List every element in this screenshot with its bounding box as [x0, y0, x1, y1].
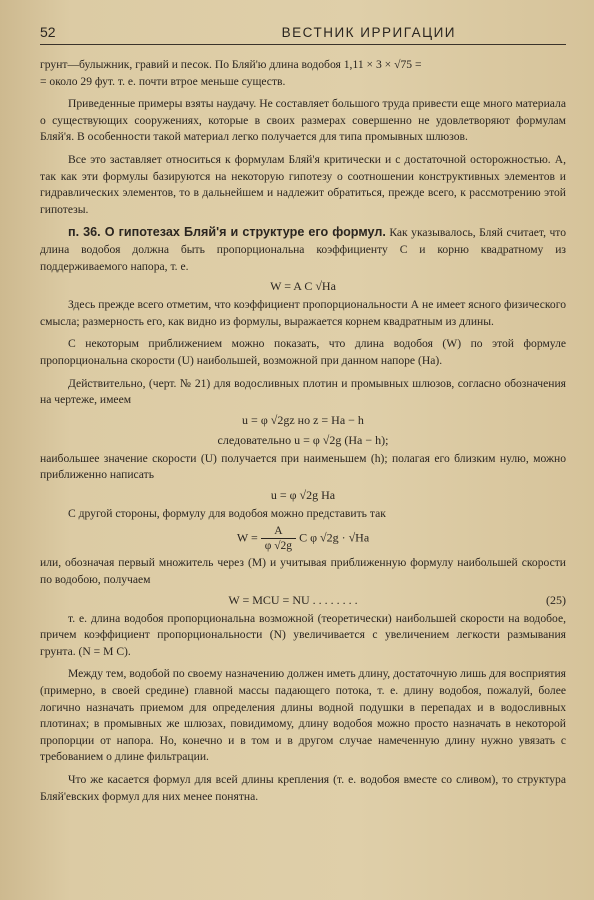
- section-title: п. 36. О гипотезах Бляй'я и структуре его формул.: [68, 225, 386, 240]
- paragraph-10: или, обозначая первый множитель через (M) и учитывая приближенную формулу наибольшей скорости по водобою, получаем: [40, 556, 566, 587]
- fraction-lhs: W =: [236, 530, 258, 545]
- paragraph-8: наибольшее значение скорости (U) получается при наименьшем (h); полагая его близким нулю, можно приближенно написать: [40, 451, 566, 482]
- paragraph-2: Приведенные примеры взяты наудачу. Не составляет большого труда привести еще много материала о существующих сооружениях, которые в своих размерах совершенно не удовлетворяют формулам Бляй'я. В особенности такой материал легко получается для типа промывных шлюзов.: [40, 97, 566, 144]
- fraction-numerator: A: [261, 524, 296, 539]
- fraction-rhs: C φ √2g · √Hа: [299, 530, 370, 545]
- fraction: [261, 524, 296, 553]
- paragraph-13: Что же касается формул для всей длины крепления (т. е. водобоя вместе со сливом), то структура Бляй'евских формул для них менее понятна.: [40, 773, 566, 803]
- formula-w-fraction: [40, 524, 566, 553]
- paragraph-6: С некоторым приближением можно показать, что длина водобоя (W) по этой формуле пропорциональна скорости (U) наибольшей, возможной при данном напоре (Hа).: [40, 337, 566, 367]
- paragraph-12: Между тем, водобой по своему назначению должен иметь длину, достаточную лишь для восприятия (примерно, в своей средине) главной массы падающего потока, т. е. длину водобоя, пожалуй, более логично назначать приемом для определения длины водной подушки в перепадах и в водосливных плотинах; в промывных же шлюзах, повидимому, длину водобоя можно просто назначать в некоторой пропорции от напора. Но, конечно и в том и в другом случае намеченную длину нужно увязать с требованием о длине фильтрации.: [40, 667, 566, 764]
- fraction-denominator: φ √2g: [264, 540, 293, 553]
- section-36: [40, 224, 566, 275]
- section-text: Как указывалось, Бляй считает, что длина водобоя должна быть пропорциональна коэффициенту С и корню квадратному из поддерживаемого напора, т. е.: [40, 226, 567, 273]
- formula-u-approx: u = φ √2g Hа: [270, 487, 336, 502]
- equation-number: (25): [546, 592, 566, 607]
- formula-25: [40, 591, 566, 609]
- paragraph-7: Действительно, (черт. № 21) для водосливных плотин и промывных шлюзов, согласно обозначения на чертеже, имеем: [40, 376, 566, 407]
- paragraph-5: Здесь прежде всего отметим, что коэффициент пропорциональности А не имеет ясного физического смысла; размерность его, как видно из формулы, выражается корнем квадратным из длины.: [40, 298, 566, 328]
- formula-w-ac: W = A C √Hа: [270, 279, 336, 294]
- page-number: 52: [40, 24, 56, 40]
- paragraph-3: Все это заставляет относиться к формулам Бляй'я критически и с достаточной осторожностью. А, так как эти формулы базируются на некоторую гипотезу о соотношении конструктивных элементов и гидравлических элементов, то в дальнейшем и надлежит обратиться, прежде всего, к рассмотрению этой гипотезы.: [40, 152, 566, 216]
- formula-u-consequently: следовательно u = φ √2g (Hа − h);: [217, 432, 389, 447]
- formula-u-z: u = φ √2gz но z = Hа − h: [242, 412, 364, 427]
- formula-25-body: W = MCU = NU . . . . . . . .: [228, 592, 358, 607]
- journal-title: ВЕСТНИК ИРРИГАЦИИ: [281, 25, 456, 40]
- paragraph-1a: грунт—булыжник, гравий и песок. По Бляй'ю длина водобоя 1,11 × 3 × √75 =: [40, 58, 422, 71]
- paragraph-9: С другой стороны, формулу для водобоя можно представить так: [68, 506, 386, 520]
- paragraph-11: т. е. длина водобоя пропорциональна возможной (теоретически) наибольшей скорости на водобое, причем коэффициент пропорциональности (N) увеличивается с увеличением легкости размывания грунта. (N = M C).: [40, 611, 566, 658]
- page-header: [40, 24, 566, 45]
- paragraph-1b: = около 29 фут. т. е. почти втрое меньше существ.: [40, 74, 286, 88]
